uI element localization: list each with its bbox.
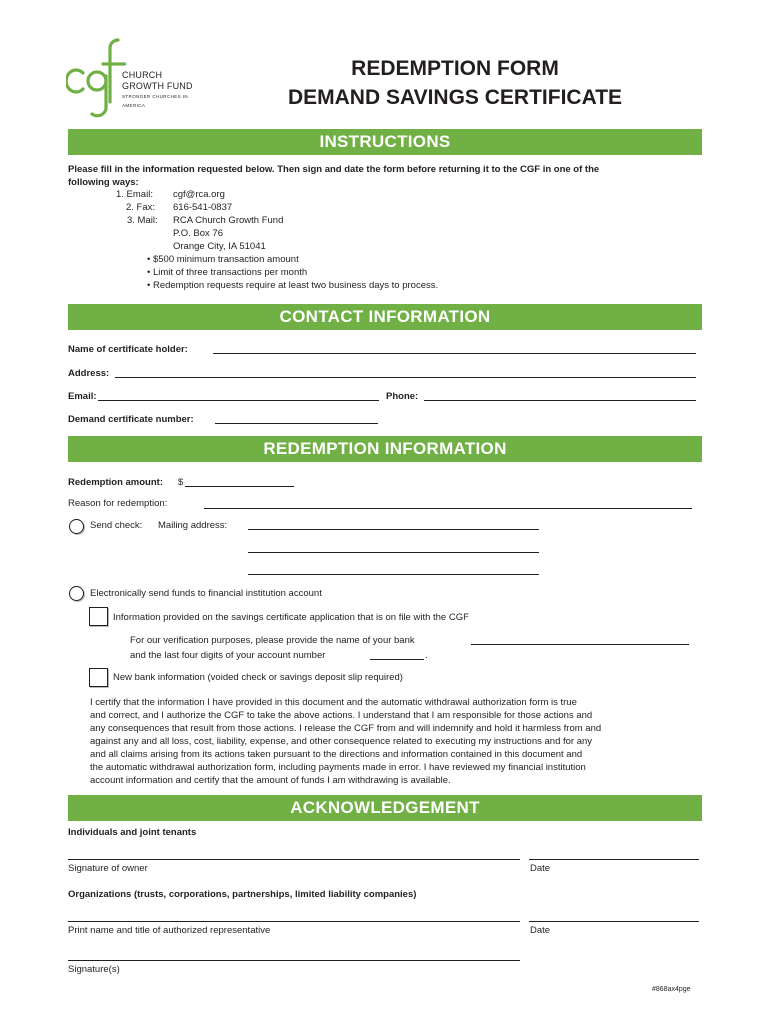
instructions-intro-line-2: following ways: <box>68 177 139 188</box>
redemption-heading: REDEMPTION INFORMATION <box>68 436 702 462</box>
send-check-label: Send check: <box>90 520 143 531</box>
redemption-reason-label: Reason for redemption: <box>68 498 168 509</box>
mailing-address-label: Mailing address: <box>158 520 228 531</box>
redemption-amount-label: Redemption amount: <box>68 477 163 488</box>
logo-line-1: CHURCH <box>122 70 163 80</box>
representative-signature-field[interactable] <box>68 960 520 961</box>
email-field[interactable] <box>98 400 379 401</box>
new-bank-label: New bank information (voided check or savings deposit slip required) <box>113 672 403 683</box>
logo-tagline: STRONGER CHURCHES IN AMERICA <box>122 94 189 108</box>
method-mail-label: 3. Mail: <box>127 215 158 226</box>
new-bank-checkbox[interactable] <box>89 668 108 687</box>
cgf-logo-mark-icon <box>66 36 126 122</box>
phone-label: Phone: <box>386 391 419 402</box>
certification-line: any consequences that result from those actions. I release the CGF from and will indemnify and hold it harmless from and <box>90 723 602 734</box>
cgf-logo <box>66 36 206 122</box>
verify-account-end: . <box>425 650 428 661</box>
instructions-intro-line-1: Please fill in the information requested below. Then sign and date the form before returning it to the CGF in one of the <box>68 164 600 175</box>
certification-line: and correct, and I authorize the CGF to take the above actions. I understand that I am responsible for those actions and <box>90 710 593 721</box>
redemption-reason-field[interactable] <box>204 508 692 509</box>
address-label: Address: <box>68 368 110 379</box>
certification-line: against any and all loss, cost, liability, expense, and other consequence related to executing my instructions and for any <box>90 736 593 747</box>
owner-signature-label: Signature of owner <box>68 863 148 874</box>
method-email-label: 1. Email: <box>116 189 153 200</box>
method-fax-value: 616-541-0837 <box>173 202 233 213</box>
bank-name-field[interactable] <box>471 644 689 645</box>
individuals-label: Individuals and joint tenants <box>68 827 197 838</box>
owner-signature-field[interactable] <box>68 859 520 860</box>
certificate-number-label: Demand certificate number: <box>68 414 194 425</box>
representative-date-label: Date <box>530 925 551 936</box>
method-email-value: cgf@rca.org <box>173 189 225 200</box>
verify-account-label: and the last four digits of your account number <box>130 650 326 661</box>
electronic-transfer-label: Electronically send funds to financial institution account <box>90 588 322 599</box>
representative-name-label: Print name and title of authorized representative <box>68 925 271 936</box>
instructions-bullet: • Redemption requests require at least two business days to process. <box>147 280 439 291</box>
holder-name-label: Name of certificate holder: <box>68 344 188 355</box>
certification-statement <box>90 696 704 787</box>
organizations-label: Organizations (trusts, corporations, partnerships, limited liability companies) <box>68 889 417 900</box>
form-code: #868ax4pge <box>652 986 691 993</box>
certificate-number-field[interactable] <box>215 423 378 424</box>
certification-line: the automatic withdrawal authorization form, including payments made in error. I have reviewed my financial institution <box>90 762 586 773</box>
on-file-checkbox[interactable] <box>89 607 108 626</box>
mailing-address-field-1[interactable] <box>248 529 539 530</box>
logo-wordmark <box>122 70 206 110</box>
certification-line: account information and certify that the amount of funds I am withdrawing is available. <box>90 775 451 786</box>
mail-address-line-2: Orange City, IA 51041 <box>173 241 266 252</box>
send-check-radio[interactable] <box>69 519 84 534</box>
form-title-line-2: DEMAND SAVINGS CERTIFICATE <box>287 86 623 109</box>
redemption-amount-field[interactable] <box>185 486 294 487</box>
instructions-heading: INSTRUCTIONS <box>68 129 702 155</box>
contact-heading: CONTACT INFORMATION <box>68 304 702 330</box>
mailing-address-field-3[interactable] <box>248 574 539 575</box>
instructions-bullet: • $500 minimum transaction amount <box>147 254 299 265</box>
owner-date-label: Date <box>530 863 551 874</box>
form-title <box>210 54 700 112</box>
instructions-bullet: • Limit of three transactions per month <box>147 267 308 278</box>
representative-name-field[interactable] <box>68 921 520 922</box>
representative-date-field[interactable] <box>529 921 699 922</box>
mail-address-line-1: P.O. Box 76 <box>173 228 223 239</box>
form-title-line-1: REDEMPTION FORM <box>351 57 559 80</box>
account-digits-field[interactable] <box>370 659 424 660</box>
acknowledgement-heading: ACKNOWLEDGEMENT <box>68 795 702 821</box>
mailing-address-field-2[interactable] <box>248 552 539 553</box>
address-field[interactable] <box>115 377 696 378</box>
method-fax-label: 2. Fax: <box>126 202 156 213</box>
verify-bank-label: For our verification purposes, please provide the name of your bank <box>130 635 415 646</box>
electronic-transfer-radio[interactable] <box>69 586 84 601</box>
phone-field[interactable] <box>424 400 696 401</box>
owner-date-field[interactable] <box>529 859 699 860</box>
on-file-label: Information provided on the savings certificate application that is on file with the CGF <box>113 612 469 623</box>
redemption-amount-prefix: $ <box>178 477 184 488</box>
holder-name-field[interactable] <box>213 353 696 354</box>
representative-signature-label: Signature(s) <box>68 964 120 975</box>
logo-line-2: GROWTH FUND <box>122 81 193 91</box>
email-label: Email: <box>68 391 97 402</box>
method-mail-value: RCA Church Growth Fund <box>173 215 284 226</box>
certification-line: I certify that the information I have provided in this document and the automatic withdrawal authorization form is true <box>90 697 577 708</box>
certification-line: and all claims arising from its actions taken pursuant to the directions and information contained in this document and <box>90 749 583 760</box>
